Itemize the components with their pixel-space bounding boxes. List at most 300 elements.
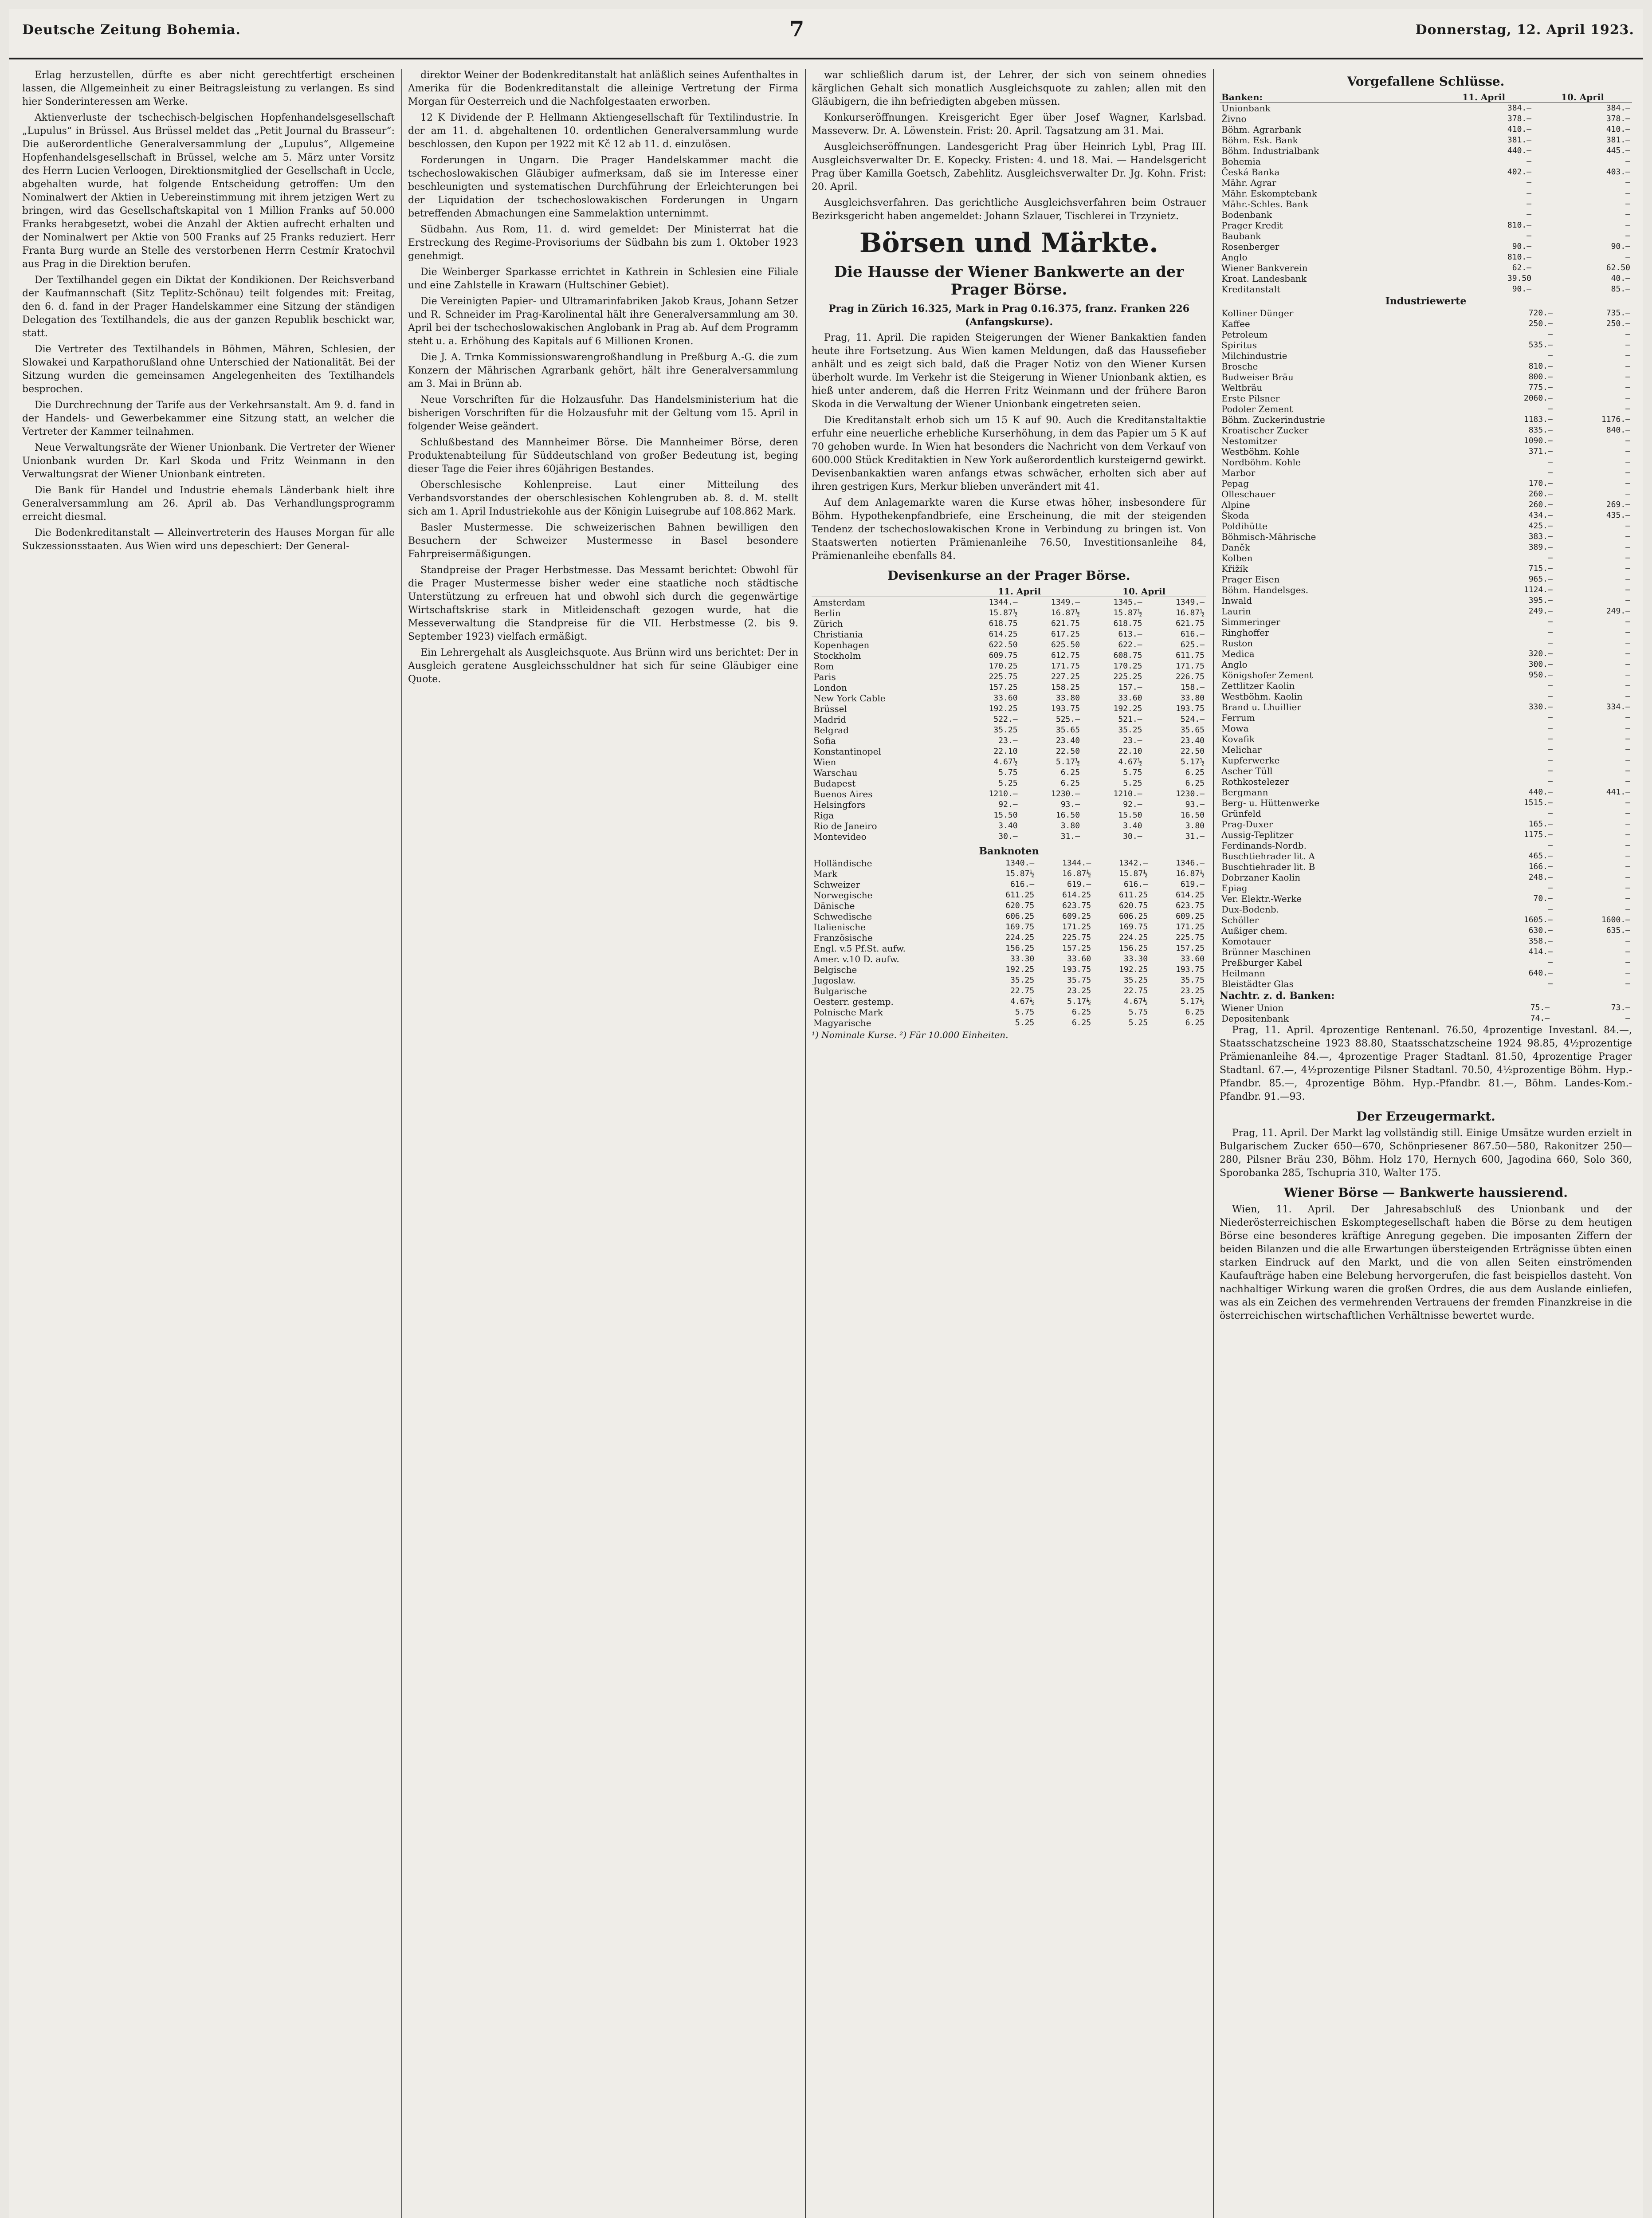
article-paragraph: Die Kreditanstalt erhob sich um 15 K auf 90. Auch die Kreditanstaltaktie erfuhr eine neuerliche erhebliche Kurserhöhung, in dem das Papier um 5 K auf 70 gehoben wurde. In Wien hat besonders die Nachricht von dem Verkauf von 600.000 Stück Kreditaktien in New York außerordentlich kursteigernd gewirkt. Devisenbankaktien waren anfangs etwas schwächer, erholten sich aber auf ihren gestrigen Kurs, Merkur blieben unverändert mit 41. [812, 415, 1206, 492]
row-value: 1349.— [1175, 598, 1205, 607]
row-value: 23.25 [1180, 986, 1205, 995]
row-value: — [1548, 713, 1553, 722]
row-label: Budapest [813, 778, 856, 789]
row-label: Berg- u. Hüttenwerke [1221, 798, 1320, 808]
row-label: Böhm. Zuckerindustrie [1221, 414, 1325, 425]
row-value: 334.— [1606, 702, 1630, 712]
row-value: 62.50 [1606, 263, 1630, 272]
row-value: — [1625, 252, 1630, 262]
row-label: Komotauer [1221, 936, 1271, 947]
row-value: — [1548, 745, 1553, 754]
row-value: — [1625, 220, 1630, 230]
row-value: 269.— [1606, 500, 1630, 509]
row-value: — [1625, 660, 1630, 669]
row-label: Buenos Aires [813, 789, 873, 799]
table-row [1220, 808, 1632, 819]
row-value: — [1625, 841, 1630, 850]
row-value: — [1625, 883, 1630, 893]
row-value: 1344.— [989, 598, 1018, 607]
table-row [1220, 883, 1632, 893]
row-label: Podoler Zement [1221, 404, 1293, 414]
row-value: 440.— [1507, 146, 1532, 155]
table-row [1220, 606, 1632, 617]
row-label: Ferrum [1221, 712, 1255, 723]
row-value: 525.— [1056, 715, 1080, 724]
article-paragraph: Prag, 11. April. Die rapiden Steigerungen der Wiener Bankaktien fanden heute ihre Fortsetzung. Aus Wien kamen Meldungen, daß das Haussefieber anhält und es zeigt sich bald, daß die Prager Notiz von den Wiener Kursen überholt wurde. Im Verkehr ist die Steigerung in Wiener Unionbank aktien, es hieß unter anderem, daß die Herren Fritz Weinmann und der frühere Baron Skoda in die Verwaltung der Wiener Unionbank eingetreten seien. [812, 332, 1206, 410]
article-paragraph: war schließlich darum ist, der Lehrer, der sich von seinem ohnedies kärglichen Gehalt sich monatlich Ausgleichsquote zu zahlen; allen mit den Gläubigern, die ihn befriedigten abgeben müssen. [812, 70, 1206, 107]
row-value: 92.— [998, 800, 1018, 809]
table-row [1220, 457, 1632, 468]
row-value: 522.— [993, 715, 1018, 724]
row-value: 225.75 [989, 672, 1018, 681]
table-row [1220, 585, 1632, 595]
table-row [812, 975, 1206, 986]
row-label: Christiania [813, 629, 863, 640]
row-value: 6.25 [1185, 779, 1205, 788]
row-label: Daněk [1221, 542, 1250, 553]
article-paragraph: Prag, 11. April. 4prozentige Rentenanl. 76.50, 4prozentige Investanl. 84.—, Staatsschatzscheine 1923 88.80, Staatsschatzscheine 1924 98.85, 4½prozentige Prämienanleihe 84.—, 4prozentige Prager Stadtanl. 81.50, 4prozentige Prager Stadtanl. 67.—, 4½prozentige Pilsner Stadtanl. 70.50, 4½prozentige Böhm. Hyp.-Pfandbr. 85.—, 4prozentige Böhm. Hyp.-Pfandbr. 81.—, Böhm. Landes-Kom.-Pfandbr. 91.—93. [1220, 1025, 1632, 1102]
row-value: 300.— [1528, 660, 1553, 669]
row-value: 171.75 [1051, 661, 1080, 671]
row-value: — [1548, 724, 1553, 733]
table-row [1220, 861, 1632, 872]
section-title: Börsen und Märkte. [859, 228, 1159, 259]
table-row [812, 714, 1206, 725]
row-value: 810.— [1507, 252, 1532, 262]
table-row [1220, 188, 1632, 199]
row-value: 16.87½ [1175, 608, 1205, 617]
row-value: 15.50 [1118, 810, 1142, 820]
row-label: Bodenbank [1221, 209, 1272, 220]
row-value: — [1548, 777, 1553, 786]
row-value: 524.— [1180, 715, 1205, 724]
row-value: 1340.— [1005, 858, 1035, 868]
row-value: 35.25 [1118, 725, 1142, 735]
row-value: — [1548, 330, 1553, 339]
row-value: 22.10 [993, 747, 1018, 756]
row-value: 1230.— [1175, 789, 1205, 798]
row-value: 4.67½ [1123, 997, 1148, 1006]
article-paragraph: Die Bodenkreditanstalt — Alleinvertreterin des Hauses Morgan für alle Sukzessionsstaaten. Aus Wien wird uns depeschiert: Der General- [22, 527, 395, 552]
row-value: 22.50 [1056, 747, 1080, 756]
row-value: 5.75 [1015, 1007, 1035, 1017]
row-value: 1345.— [1113, 598, 1142, 607]
row-value: 1600.— [1601, 915, 1630, 924]
row-value: 158.25 [1051, 683, 1080, 692]
row-value: 5.17½ [1056, 757, 1080, 767]
row-value: — [1548, 958, 1553, 967]
table-row [1220, 241, 1632, 252]
row-value: 5.17½ [1180, 757, 1205, 767]
row-label: Weltbräu [1221, 382, 1263, 393]
row-value: — [1625, 543, 1630, 552]
table-row [1220, 872, 1632, 883]
industrie-table [1220, 308, 1632, 989]
article-paragraph: Konkurseröffnungen. Kreisgericht Eger über Josef Wagner, Karlsbad. Masseverw. Dr. A. Löwenstein. Frist: 20. April. Tagsatzung am 31. Mai. [812, 112, 1206, 137]
table-row [812, 964, 1206, 975]
row-value: 31.— [1060, 832, 1080, 841]
row-value: 5.75 [1128, 1007, 1148, 1017]
page-header [9, 9, 1643, 59]
row-value: 4.67½ [1118, 757, 1142, 767]
row-value: 5.25 [998, 779, 1018, 788]
column-1 [22, 69, 395, 2218]
row-value: 608.75 [1113, 651, 1142, 660]
row-value: 625.50 [1051, 640, 1080, 649]
row-value: — [1625, 210, 1630, 219]
table-row [1220, 915, 1632, 925]
row-value: — [1625, 564, 1630, 573]
row-value: 249.— [1606, 606, 1630, 616]
row-value: — [1625, 958, 1630, 967]
row-value: — [1625, 766, 1630, 775]
table-row [812, 682, 1206, 693]
row-value: 90.— [1512, 242, 1532, 251]
row-label: Westböhm. Kohle [1221, 446, 1300, 457]
row-label: Medica [1221, 649, 1255, 659]
row-label: Česká Banka [1221, 167, 1280, 177]
row-value: — [1625, 393, 1630, 403]
row-value: 619.— [1180, 880, 1205, 889]
row-value: 612.75 [1051, 651, 1080, 660]
row-value: — [1625, 231, 1630, 240]
article-paragraph: Neue Vorschriften für die Holzausfuhr. Das Handelsministerium hat die bisherigen Vorschriften für die Holzausfuhr mit der Geltung vom 15. April in folgender Weise geändert. [408, 394, 798, 432]
row-value: 614.25 [1175, 890, 1205, 900]
table-row [1220, 340, 1632, 350]
row-label: Berlin [813, 608, 841, 618]
row-value: 371.— [1528, 447, 1553, 456]
row-label: Prager Kredit [1221, 220, 1283, 231]
table-row [1220, 723, 1632, 734]
row-label: Polnische Mark [813, 1007, 883, 1018]
table-row [1220, 414, 1632, 425]
erzeug-title: Der Erzeugermarkt. [1356, 1109, 1495, 1124]
row-value: 435.— [1606, 511, 1630, 520]
row-value: 465.— [1528, 851, 1553, 861]
row-label: Böhmisch-Mährische [1221, 531, 1316, 542]
row-value: 171.75 [1175, 661, 1205, 671]
row-value: 441.— [1606, 787, 1630, 797]
row-label: Konstantinopel [813, 746, 881, 757]
table-row [1220, 209, 1632, 220]
row-value: 622.— [1118, 640, 1142, 649]
row-label: Nestomitzer [1221, 436, 1277, 446]
row-label: Aussig-Teplitzer [1221, 830, 1294, 840]
row-value: 3.40 [1123, 821, 1142, 830]
row-label: Dänische [813, 901, 855, 911]
row-label: Schöller [1221, 915, 1259, 925]
article-paragraph: Oberschlesische Kohlenpreise. Laut einer Mitteilung des Verbandsvorstandes der oberschlesischen Kohlengruben ab. 8. d. M. stellt sich am 1. April Industriekohle aus der Königin Luisegrube auf 108.862 Mark. [408, 480, 798, 517]
article-paragraph: Der Textilhandel gegen ein Diktat der Kondikionen. Der Reichsverband der Kaufmannschaft (Sitz Teplitz-Schönau) teilt folgendes mit: Freitag, den 6. d. fand in der Prager Handelskammer eine Sitzung der ständigen Delegation des Textilhandels, die aus der ganzen Republik beschickt war, statt. [22, 275, 395, 339]
banken-table [1220, 92, 1632, 295]
row-value: 613.— [1118, 629, 1142, 639]
row-label: Kaffee [1221, 319, 1250, 329]
row-value: 640.— [1528, 968, 1553, 978]
row-value: 1344.— [1062, 858, 1091, 868]
row-value: 260.— [1528, 489, 1553, 499]
row-label: Buschtiehrader lit. A [1221, 851, 1315, 861]
row-value: 192.25 [989, 704, 1018, 713]
row-value: — [1625, 979, 1630, 988]
row-label: Škoda [1221, 510, 1249, 521]
table-row [1220, 617, 1632, 627]
row-value: 1342.— [1119, 858, 1148, 868]
row-value: 157.25 [1175, 944, 1205, 953]
row-label: Belgische [813, 964, 857, 975]
row-value: — [1625, 819, 1630, 829]
row-value: — [1625, 489, 1630, 499]
column-2 [408, 69, 798, 2218]
row-label: Grünfeld [1221, 808, 1261, 819]
row-value: 40.— [1611, 274, 1630, 283]
row-value: 166.— [1528, 862, 1553, 871]
row-label: Wiener Union [1221, 1003, 1284, 1013]
row-value: — [1625, 521, 1630, 531]
row-value: 35.75 [1180, 975, 1205, 985]
table-row [1220, 499, 1632, 510]
table-row [1220, 273, 1632, 284]
row-value: 157.25 [989, 683, 1018, 692]
row-value: 224.25 [1119, 933, 1148, 942]
row-value: — [1625, 532, 1630, 541]
table-row [1220, 830, 1632, 840]
row-label: Baubank [1221, 231, 1261, 241]
row-value: 33.80 [1180, 693, 1205, 703]
row-label: Brüssel [813, 704, 847, 714]
row-value: 1605.— [1523, 915, 1553, 924]
row-value: — [1625, 189, 1630, 198]
row-value: 614.25 [989, 629, 1018, 639]
row-label: Jugoslaw. [813, 975, 856, 986]
row-value: 735.— [1606, 308, 1630, 318]
row-value: — [1526, 189, 1532, 198]
row-value: 6.25 [1071, 1007, 1091, 1017]
row-value: — [1625, 755, 1630, 765]
row-value: — [1548, 979, 1553, 988]
table-row [1220, 382, 1632, 393]
row-value: 5.75 [1123, 768, 1142, 777]
row-value: — [1548, 766, 1553, 775]
row-value: — [1625, 157, 1630, 166]
row-value: 330.— [1528, 702, 1553, 712]
table-row [1220, 263, 1632, 273]
nachtr-table [1220, 1003, 1632, 1024]
row-value: 625.— [1180, 640, 1205, 649]
row-label: Engl. v.5 Pf.St. aufw. [813, 943, 906, 954]
row-value: 157.25 [1062, 944, 1091, 953]
table-row [1220, 372, 1632, 382]
column-divider [805, 69, 806, 2218]
table-row [1220, 947, 1632, 957]
row-value: 720.— [1528, 308, 1553, 318]
row-value: 617.25 [1051, 629, 1080, 639]
row-value: 320.— [1528, 649, 1553, 658]
row-value: — [1625, 199, 1630, 208]
row-label: Kopenhagen [813, 640, 870, 650]
table-row [1220, 361, 1632, 372]
row-value: 3.80 [1185, 821, 1205, 830]
row-label: Mähr. Eskomptebank [1221, 188, 1317, 199]
article-paragraph: Erlag herzustellen, dürfte es aber nicht gerechtfertigt erscheinen lassen, die Allgemeinheit zu einer Beitragsleistung zu verlangen. Es sind hier Sonderinteressen am Werke. [22, 70, 395, 107]
article-paragraph: Schlußbestand des Mannheimer Börse. Die Mannheimer Börse, deren Produktenabteilung für Süddeutschland von großer Bedeutung ist, beging dieser Tage die Feier ihres 60jährigen Bestandes. [408, 437, 798, 475]
table-row [1220, 231, 1632, 241]
row-value: 16.87½ [1051, 608, 1080, 617]
article-paragraph: Südbahn. Aus Rom, 11. d. wird gemeldet: Der Ministerrat hat die Erstreckung des Regime-Provisoriums der Südbahn bis zum 1. Oktober 1923 genehmigt. [408, 224, 798, 262]
row-label: Milchindustrie [1221, 350, 1287, 361]
devisen-title: Devisenkurse an der Prager Börse. [887, 568, 1130, 583]
table-row [812, 810, 1206, 821]
table-header: 10. April [1082, 586, 1206, 597]
row-label: Anglo [1221, 252, 1248, 263]
table-row [1220, 404, 1632, 414]
row-value: 621.75 [1051, 619, 1080, 628]
row-label: Inwald [1221, 595, 1252, 606]
row-value: — [1625, 1014, 1630, 1023]
row-value: 248.— [1528, 873, 1553, 882]
table-row [1220, 220, 1632, 231]
row-label: Warschau [813, 767, 858, 778]
row-value: 33.60 [1118, 693, 1142, 703]
row-value: — [1548, 553, 1553, 562]
row-label: Madrid [813, 714, 846, 725]
row-value: — [1548, 457, 1553, 467]
row-value: 225.75 [1062, 933, 1091, 942]
table-row [1220, 425, 1632, 436]
row-label: Westböhm. Kaolin [1221, 691, 1303, 702]
row-value: 4.67½ [1010, 997, 1035, 1006]
industrie-rows [1220, 308, 1632, 989]
table-row [812, 932, 1206, 943]
row-value: 192.25 [1113, 704, 1142, 713]
row-label: Dobrzaner Kaolin [1221, 872, 1301, 883]
row-value: 224.25 [1005, 933, 1035, 942]
table-row [812, 693, 1206, 704]
row-label: Kroatischer Zucker [1221, 425, 1309, 436]
table-row [1220, 478, 1632, 489]
row-value: 22.10 [1118, 747, 1142, 756]
row-value: 1124.— [1523, 585, 1553, 594]
row-value: 35.75 [1067, 975, 1091, 985]
row-value: 15.87½ [1119, 869, 1148, 878]
row-label: Schwedische [813, 911, 872, 922]
row-value: 35.25 [1010, 975, 1035, 985]
nachtr-title: Nachtr. z. d. Banken: [1220, 990, 1335, 1002]
row-value: — [1625, 404, 1630, 413]
row-label: Kolliner Dünger [1221, 308, 1294, 319]
row-value: 609.25 [1175, 912, 1205, 921]
row-value: 16.50 [1180, 810, 1205, 820]
row-value: 70.— [1533, 894, 1553, 903]
row-label: Außiger chem. [1221, 925, 1287, 936]
row-label: Buschtiehrader lit. B [1221, 861, 1315, 872]
row-label: Böhm. Handelsges. [1221, 585, 1309, 595]
table-row [1220, 167, 1632, 177]
row-value: 621.75 [1175, 619, 1205, 628]
article-paragraph: Ausgleichsverfahren. Das gerichtliche Ausgleichsverfahren beim Ostrauer Bezirksgericht haben angemeldet: Johann Szlauer, Tischlerei in Trzynietz. [812, 197, 1206, 222]
row-value: — [1526, 231, 1532, 240]
row-value: — [1625, 734, 1630, 743]
row-value: 614.25 [1062, 890, 1091, 900]
column-divider [1213, 69, 1214, 2218]
banken-rows [1220, 103, 1632, 295]
table-row [812, 1007, 1206, 1018]
row-value: — [1548, 468, 1553, 477]
row-value: 249.— [1528, 606, 1553, 616]
row-value: — [1526, 178, 1532, 187]
table-row [812, 661, 1206, 672]
schluesse-title: Vorgefallene Schlüsse. [1347, 74, 1505, 89]
row-value: 609.25 [1062, 912, 1091, 921]
table-row [812, 618, 1206, 629]
exchange-lead: Prag in Zürich 16.325, Mark in Prag 0.16.375, franz. Franken 226 (Anfangskurse). [828, 303, 1190, 328]
table-row [812, 954, 1206, 964]
row-value: 965.— [1528, 574, 1553, 584]
column-3 [812, 69, 1206, 2218]
row-value: — [1625, 873, 1630, 882]
row-value: 62.— [1512, 263, 1532, 272]
row-value: 358.— [1528, 936, 1553, 946]
table-row [1220, 755, 1632, 766]
table-row [1220, 553, 1632, 563]
table-row [812, 725, 1206, 735]
table-row [1220, 1013, 1632, 1024]
row-label: Petroleum [1221, 329, 1268, 340]
row-value: 715.— [1528, 564, 1553, 573]
row-value: 3.40 [998, 821, 1018, 830]
devisen-rows [812, 597, 1206, 842]
row-value: 381.— [1507, 135, 1532, 145]
row-label: Rosenberger [1221, 241, 1279, 252]
row-value: 384.— [1606, 103, 1630, 113]
column-divider [401, 69, 402, 2218]
row-value: 6.25 [1185, 768, 1205, 777]
row-value: 193.75 [1051, 704, 1080, 713]
table-row [1220, 925, 1632, 936]
row-value: 410.— [1507, 125, 1532, 134]
row-value: 33.80 [1056, 693, 1080, 703]
row-value: — [1625, 681, 1630, 690]
article-paragraph: Die Durchrechnung der Tarife aus der Verkehrsanstalt. Am 9. d. fand in der Handels- und Gewerbekammer eine Sitzung statt, an welcher die Vertreter der Kammer teilnahmen. [22, 400, 395, 437]
row-value: 169.75 [1005, 922, 1035, 932]
row-value: 622.50 [989, 640, 1018, 649]
row-value: 157.— [1118, 683, 1142, 692]
table-row [1220, 904, 1632, 915]
row-value: 30.— [998, 832, 1018, 841]
table-row [1220, 712, 1632, 723]
table-row [1220, 135, 1632, 146]
table-row [1220, 787, 1632, 798]
row-value: — [1625, 936, 1630, 946]
row-label: Zettlitzer Kaolin [1221, 680, 1295, 691]
row-value: 23.25 [1067, 986, 1091, 995]
row-value: 425.— [1528, 521, 1553, 531]
article-paragraph: Die Weinberger Sparkasse errichtet in Kathrein in Schlesien eine Filiale und eine Zahlstelle in Krawarn (Hultschiner Gebiet). [408, 267, 798, 291]
row-value: 33.30 [1010, 954, 1035, 963]
row-value: — [1625, 372, 1630, 381]
row-value: — [1526, 157, 1532, 166]
table-row [1220, 308, 1632, 319]
row-value: 800.— [1528, 372, 1553, 381]
article-paragraph: Basler Mustermesse. Die schweizerischen Bahnen bewilligen den Besuchern der Schweizer Mustermesse in Basel besondere Fahrpreisermäßigungen. [408, 522, 798, 560]
row-label: Norwegische [813, 890, 873, 901]
table-row [1220, 252, 1632, 263]
row-value: 170.25 [1113, 661, 1142, 671]
table-row [1220, 521, 1632, 531]
table-header: 11. April [1434, 92, 1533, 103]
row-label: Brosche [1221, 361, 1258, 372]
row-value: 15.87½ [1113, 608, 1142, 617]
article-paragraph: Standpreise der Prager Herbstmesse. Das Messamt berichtet: Obwohl für die Prager Mustermesse bisher weder eine staatliche noch städtische Unterstützung zu erfreuen hat und obwohl sich durch die gegenwärtige Wirtschaftskrise stark in Mitleidenschaft gezogen wurde, hat die Messeverwaltung die Standpreise für die VII. Herbstmesse (2. bis 9. September 1923) vielfach ermäßigt. [408, 565, 798, 642]
